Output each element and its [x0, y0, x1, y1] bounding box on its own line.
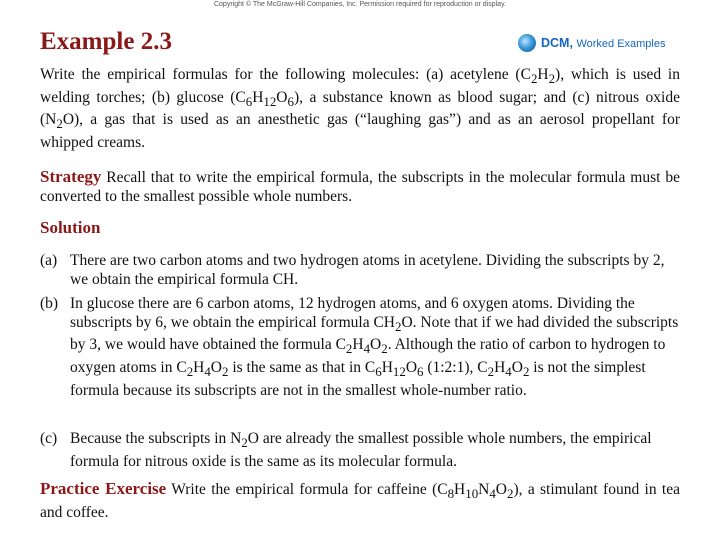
solution-part-c: [40, 430, 680, 471]
cd-disc-icon: [518, 34, 536, 52]
part-b-text: In glucose there are 6 carbon atoms, 12 hydrogen atoms, and 6 oxygen atoms. Dividing the subscripts by 6, we obtain the empirical formula $CH_2O$. Note that if we had divided the subscripts by 3, we would have obtained the formula $C_2H_4O_2$. Although the ratio of carbon to hydrogen to oxygen atoms in $C_2H_4O_2$ is the same as that in $C_6H_{12}O_6$ (1:2:1), $C_2H_4O_2$ is not the simplest formula because its subscripts are not in the smallest whole-number ratio.: [70, 295, 679, 399]
practice-heading: Practice Exercise: [40, 479, 167, 498]
strategy-text: Recall that to write the empirical formula, the subscripts in the molecular formula must be converted to the smallest possible whole numbers.: [40, 169, 680, 205]
example-title: Example 2.3: [40, 28, 172, 55]
solution-part-a: [40, 252, 680, 289]
dcm-brand: DCM,: [541, 36, 573, 50]
dcm-worked-examples: Worked Examples: [576, 38, 666, 50]
part-c-text: Because the subscripts in $N_2O$ are already the smallest possible whole numbers, the empirical formula for nitrous oxide is the same as its molecular formula.: [70, 430, 652, 470]
copyright-notice: Copyright © The McGraw-Hill Companies, Inc. Permission required for reproduction or display.: [213, 1, 506, 8]
dcm-worked-examples-link[interactable]: [518, 34, 666, 52]
solution-part-b: [40, 295, 680, 404]
problem-statement: Write the empirical formulas for the following molecules: (a) acetylene $(C_2H_2)$, which is used in welding torches; (b) glucose $(C_6H_{12}O_6)$, a substance known as blood sugar; and (c) nitrous oxide $(N_2O)$, a gas that is used as an anesthetic gas (“laughing gas”) and as an aerosol propellant for whipped creams.: [40, 66, 680, 152]
part-a-text: There are two carbon atoms and two hydrogen atoms in acetylene. Dividing the subscripts by 2, we obtain the empirical formula CH.: [70, 252, 665, 288]
practice-exercise: Practice Exercise Write the empirical formula for caffeine $(C_8H_{10}N_4O_2)$, a stimulant found in tea and coffee.: [40, 479, 680, 521]
part-b-label: (b): [40, 295, 59, 312]
strategy-section: [40, 168, 680, 206]
solution-heading: Solution: [40, 218, 101, 237]
part-c-label: (c): [40, 430, 58, 447]
dcm-label: [541, 36, 666, 50]
strategy-heading: Strategy: [40, 167, 102, 186]
part-a-label: (a): [40, 252, 58, 269]
